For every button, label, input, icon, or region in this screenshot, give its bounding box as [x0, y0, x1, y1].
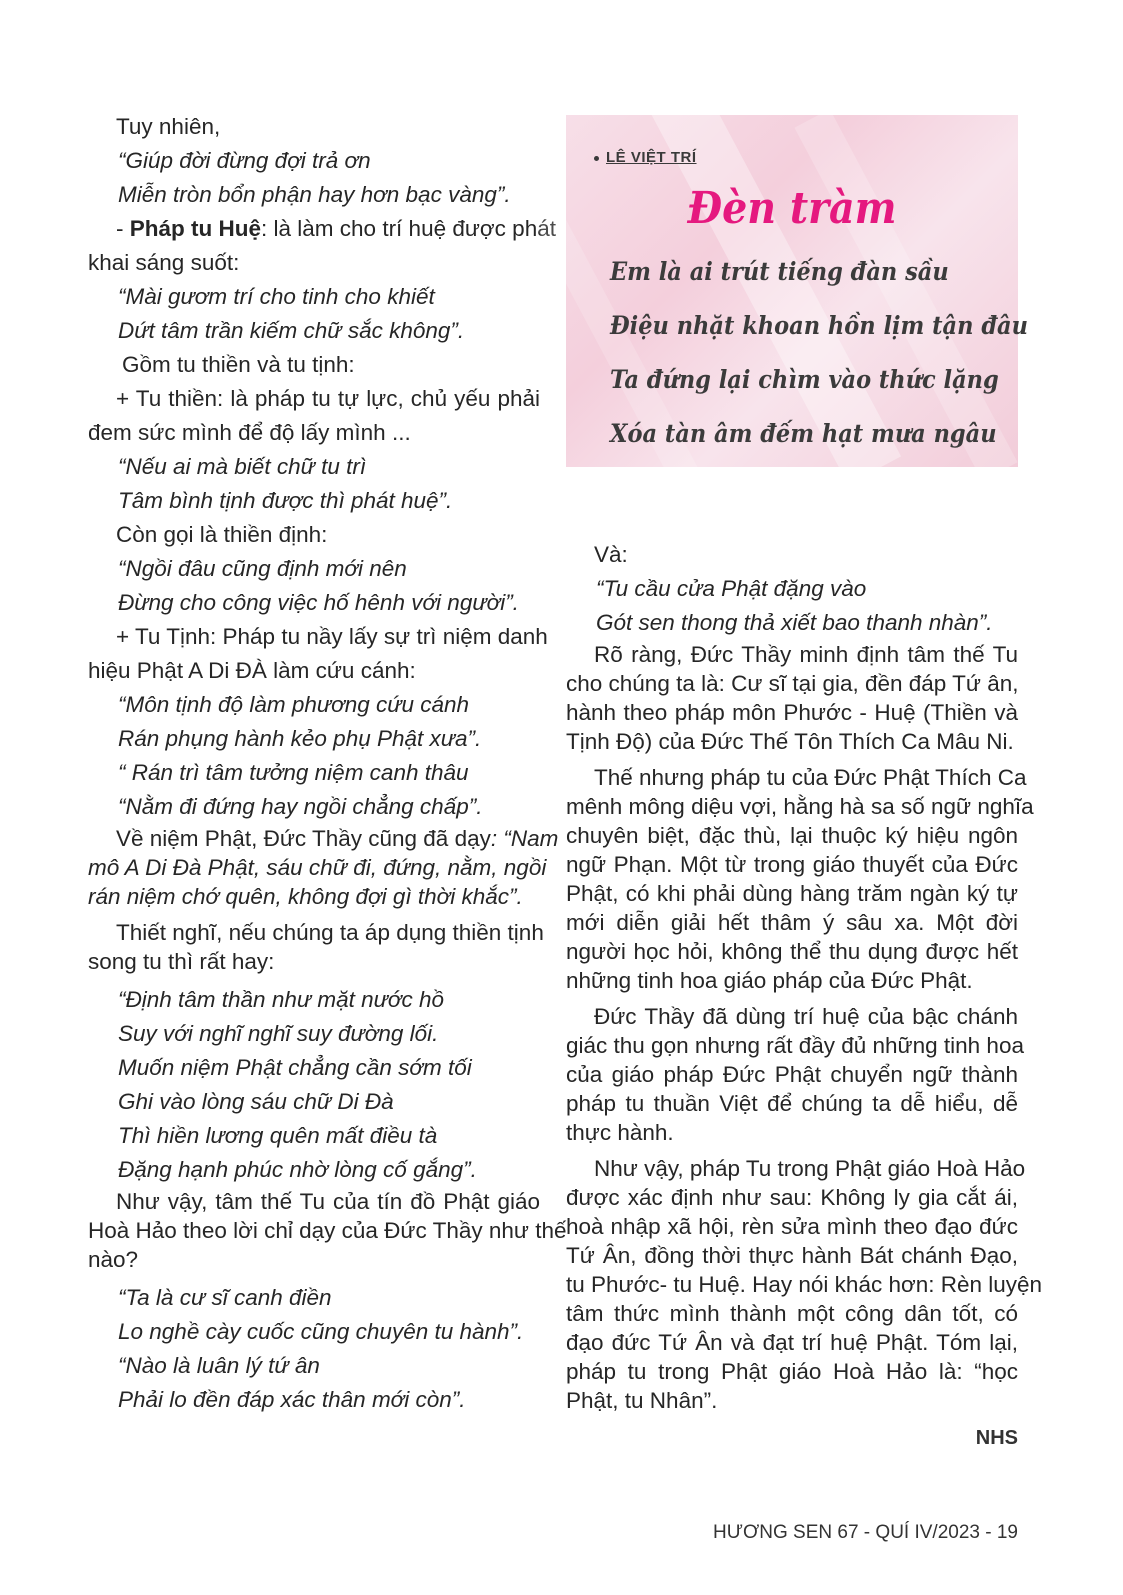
text-line: Và: — [594, 542, 628, 567]
verse-line: “Tu cầu cửa Phật đặng vào — [596, 576, 867, 601]
bold-term: Pháp tu Huệ — [129, 216, 262, 241]
paragraph — [566, 640, 1018, 756]
text-line: tu Phước- tu Huệ. Hay nói khác hơn: Rèn luyện — [566, 1272, 1043, 1297]
author-name: LÊ VIỆT TRÍ — [606, 149, 697, 166]
poem-line: Ta đứng lại chìm vào thức lặng — [610, 365, 999, 394]
text-line: Thiết nghĩ, nếu chúng ta áp dụng thiền tịnh — [116, 920, 544, 945]
verse-line: “Giúp đời đừng đợi trả ơn — [118, 148, 371, 173]
poem-lines — [610, 245, 1028, 461]
text-line: Đức Thầy đã dùng trí huệ của bậc chánh — [594, 1004, 1018, 1029]
text-line: Rõ ràng, Đức Thầy minh định tâm thế Tu — [594, 642, 1018, 667]
left-column — [88, 110, 567, 1417]
verse-line: Rán phụng hành kẻo phụ Phật xưa”. — [118, 726, 482, 751]
verse-line: Thì hiền lương quên mất điều tà — [118, 1123, 438, 1148]
verse-line: Phải lo đền đáp xác thân mới còn”. — [118, 1387, 466, 1412]
text-line: Còn gọi là thiền định: — [116, 522, 328, 547]
text-line: song tu thì rất hay: — [88, 949, 275, 974]
text-line: giác thu gọn nhưng rất đầy đủ những tinh hoa — [566, 1033, 1024, 1058]
text-line: được xác định như sau: Không ly gia cắt ái, — [566, 1185, 1018, 1210]
verse-line: “Ta là cư sĩ canh điền — [118, 1285, 332, 1310]
text-line: thực hành. — [566, 1120, 674, 1145]
verse-line: “Nào là luân lý tứ ân — [118, 1353, 320, 1378]
text-span: : là làm cho trí huệ được phát — [261, 216, 556, 241]
text-line: mới diễn giải hết thâm ý sâu xa. Một đời — [566, 910, 1018, 935]
text-line: pháp tu trong Phật giáo Hoà Hảo là: “học — [566, 1359, 1018, 1384]
verse-line: Gót sen thong thả xiết bao thanh nhàn”. — [596, 610, 993, 635]
verse-line: “Nếu ai mà biết chữ tu trì — [118, 454, 367, 479]
text-span: Về niệm Phật, Đức Thầy cũng đã dạy — [116, 826, 491, 851]
text-line: hoà nhập xã hội, rèn sửa mình theo đạo đức — [566, 1214, 1018, 1239]
text-line: của giáo pháp Đức Phật chuyển ngữ thành — [566, 1062, 1018, 1087]
verse-line: “Định tâm thần như mặt nước hồ — [118, 987, 445, 1012]
text-line: Phật, tu Nhân”. — [566, 1388, 718, 1413]
poem-line: Em là ai trút tiếng đàn sầu — [610, 257, 949, 286]
text-line: tâm thức mình thành một công dân tốt, có — [566, 1301, 1018, 1326]
paragraph — [566, 763, 1034, 995]
text-line: Thế nhưng pháp tu của Đức Phật Thích Ca — [594, 765, 1027, 790]
text-line: cho chúng ta là: Cư sĩ tại gia, đền đáp Tứ ân, — [566, 671, 1019, 696]
verse-line: Muốn niệm Phật chẳng cần sớm tối — [118, 1055, 472, 1080]
text-line: mênh mông diệu vợi, hằng hà sa số ngữ nghĩa — [566, 794, 1034, 819]
paragraph — [566, 1154, 1043, 1415]
page-footer: HƯƠNG SEN 67 - QUÍ IV/2023 - 19 — [713, 1522, 1018, 1543]
text-line: Tuy nhiên, — [116, 114, 221, 139]
text-line: ngữ Phạn. Một từ trong giáo thuyết của Đức — [566, 852, 1018, 877]
verse-line: Đặng hạnh phúc nhờ lòng cố gắng”. — [118, 1157, 477, 1182]
verse-line: Tâm bình tịnh được thì phát huệ”. — [118, 488, 453, 513]
right-column — [566, 538, 1043, 1415]
verse-line: “Nằm đi đứng hay ngồi chẳng chấp”. — [118, 794, 483, 819]
verse-line: Ghi vào lòng sáu chữ Di Đà — [118, 1089, 394, 1114]
text-line: chuyên biệt, đặc thù, lại thuộc ký hiệu ngôn — [566, 823, 1018, 848]
italic-span: : “Nam — [490, 826, 559, 851]
text-line: người học hỏi, không thể thu dụng được hết — [566, 939, 1018, 964]
signature: NHS — [975, 1427, 1018, 1449]
poem-title: Đèn tràm — [687, 183, 897, 234]
verse-line: “Mài gươm trí cho tinh cho khiết — [118, 284, 435, 309]
bullet-icon — [594, 156, 599, 161]
verse-line: “ Rán trì tâm tưởng niệm canh thâu — [118, 760, 469, 785]
text-line: khai sáng suốt: — [88, 250, 240, 275]
verse-line: Suy với nghĩ nghĩ suy đường lối. — [118, 1021, 439, 1046]
text-line: Tịnh Độ) của Đức Thế Tôn Thích Ca Mâu Ni. — [566, 729, 1014, 754]
poem-line: Điệu nhặt khoan hồn lịm tận đâu — [610, 311, 1028, 340]
verse-line: Lo nghề cày cuốc cũng chuyên tu hành”. — [118, 1319, 524, 1344]
verse-line: “Ngồi đâu cũng định mới nên — [118, 556, 407, 581]
dash: - — [116, 216, 130, 241]
paragraph — [566, 1002, 1024, 1147]
poem-author — [594, 149, 697, 166]
text-line: Hoà Hảo theo lời chỉ dạy của Đức Thầy như thế — [88, 1218, 567, 1243]
text-line — [88, 212, 556, 246]
text-line: những tinh hoa giáo pháp của Đức Phật. — [566, 968, 973, 993]
text-line: Như vậy, tâm thế Tu của tín đồ Phật giáo — [116, 1189, 540, 1214]
text-line: đem sức mình để độ lấy mình ... — [88, 420, 411, 445]
text-line: hiệu Phật A Di ĐÀ làm cứu cánh: — [88, 658, 416, 683]
text-line: Phật, có khi phải dùng hàng trăm ngàn ký tự — [566, 881, 1018, 906]
text-line: đạo đức Tứ Ân và đạt trí huệ Phật. Tóm lại, — [566, 1330, 1018, 1355]
verse-line: Miễn tròn bổn phận hay hơn bạc vàng”. — [118, 182, 511, 207]
text-line: nào? — [88, 1247, 139, 1272]
text-line: pháp tu thuần Việt để chúng ta dễ hiểu, dễ — [566, 1091, 1018, 1116]
text-line — [88, 824, 559, 853]
text-line: + Tu thiền: là pháp tu tự lực, chủ yếu phải — [116, 386, 540, 411]
text-line: Tứ Ân, đồng thời thực hành Bát chánh Đạo, — [566, 1243, 1018, 1268]
verse-line: Dứt tâm trần kiếm chữ sắc không”. — [118, 318, 465, 343]
text-line: + Tu Tịnh: Pháp tu nầy lấy sự trì niệm danh — [116, 624, 548, 649]
verse-line: Đừng cho công việc hố hênh với người”. — [118, 590, 519, 615]
poem-line: Xóa tàn âm đếm hạt mưa ngâu — [610, 419, 997, 448]
text-line: Như vậy, pháp Tu trong Phật giáo Hoà Hảo — [594, 1156, 1026, 1181]
text-line: Gồm tu thiền và tu tịnh: — [122, 352, 355, 377]
text-line: rán niệm chớ quên, không đợi gì thời khắc”. — [88, 884, 523, 909]
text-line: hành theo pháp môn Phước - Huệ (Thiền và — [566, 700, 1018, 725]
text-line: mô A Di Đà Phật, sáu chữ đi, đứng, nằm, ngồi — [88, 855, 547, 880]
poem-box — [566, 115, 1028, 467]
verse-line: “Môn tịnh độ làm phương cứu cánh — [118, 692, 470, 717]
